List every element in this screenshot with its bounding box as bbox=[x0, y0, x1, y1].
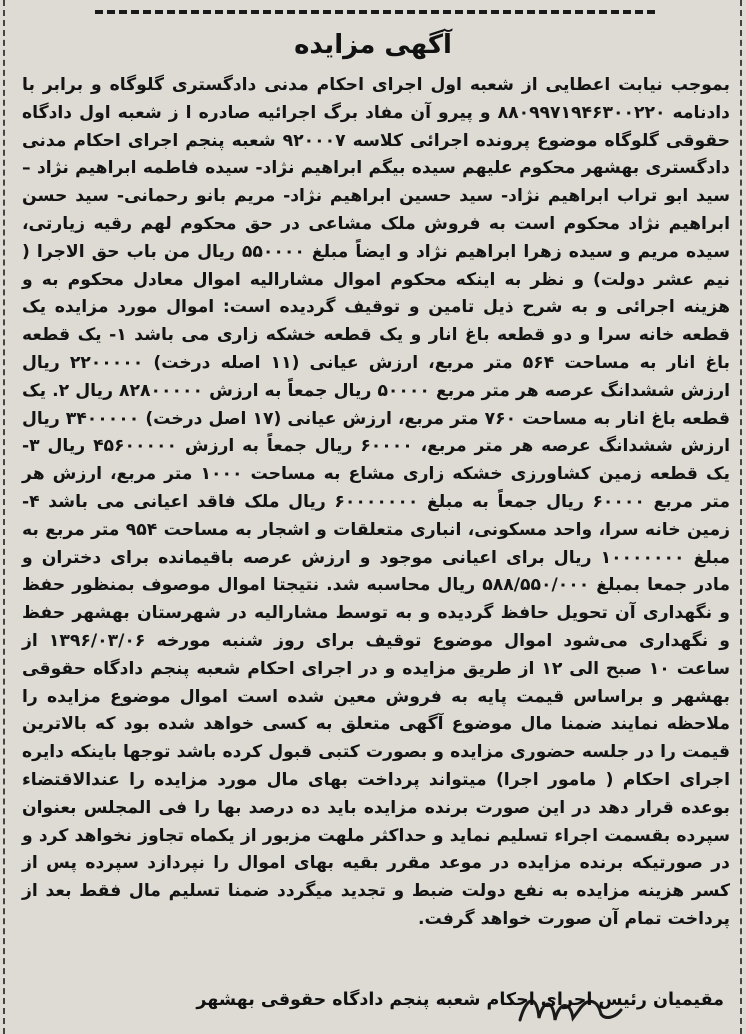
top-dashed-border bbox=[95, 10, 655, 14]
notice-body: بموجب نیابت اعطایی از شعبه اول اجرای احکام مدنی دادگستری گلوگاه و برابر با دادنامه ۸۸۰۹۹۷۱۹۴۶۳۰۰۲۲۰ و پیرو آن مفاد برگ اجرائیه صادره ا ز شعبه اول دادگاه حقوقی گلوگاه موضوع پرونده اجرائی کلاسه ۹۲۰۰۰۷ شعبه پنجم اجرای احکام مدنی دادگستری بهشهر محکوم علیهم سیده بیگم ابراهیم نژاد- سیده فاطمه ابراهیم نژاد – سید ابو تراب ابراهیم نژاد- سید حسین ابراهیم نژاد- مریم بانو رحمانی- سید حسن ابراهیم نژاد محکوم است به فروش ملک مشاعی در حق محکوم لهم رقیه زیارتی، سیده مریم و سیده زهرا ابراهیم نژاد و ایضاً مبلغ ۵۵۰۰۰۰ ریال من باب حق الاجرا ( نیم عشر دولت) و نظر به اینکه محکوم اموال مشارالیه اموال معادل محکوم به و هزینه اجرائی و به شرح ذیل تامین و توقیف گردیده است: اموال مورد مزایده یک قطعه خانه سرا و دو قطعه باغ انار و یک قطعه خشکه زاری می باشد ۱- یک قطعه باغ انار به مساحت ۵۶۴ متر مربع، ارزش عیانی (۱۱ اصله درخت) ۲۲۰۰۰۰۰ ریال ارزش ششدانگ عرصه هر متر مربع ۵۰۰۰۰ ریال جمعاً به ارزش ۸۲۸۰۰۰۰۰ ریال ۲. یک قطعه باغ انار به مساحت ۷۶۰ متر مربع، ارزش عیانی (۱۷ اصل درخت) ۳۴۰۰۰۰۰ ریال ارزش ششدانگ عرصه هر متر مربع، ۶۰۰۰۰ ریال جمعاً به ارزش ۴۵۶۰۰۰۰۰ ریال ۳- یک قطعه زمین کشاورزی خشکه زاری مشاع به مساحت ۱۰۰۰ متر مربع، ارزش هر متر مربع ۶۰۰۰۰ ریال جمعاً به مبلغ ۶۰۰۰۰۰۰۰ ریال ملک فاقد اعیانی می باشد ۴- زمین خانه سرا، واحد مسکونی، انباری متعلقات و اشجار به مساحت ۹۵۴ متر مربع به مبلغ ۱۰۰۰۰۰۰۰ ریال برای اعیانی موجود و ارزش عرصه باقیمانده برای دختران و مادر جمعا بمبلغ ۵۸۸/۵۵۰/۰۰۰ ریال محاسبه شد. نتیجتا اموال موصوف بمنظور حفظ و نگهداری آن تحویل حافظ گردیده و به توسط مشارالیه در شهرستان بهشهر حفظ و نگهداری می‌شود اموال موضوع توقیف برای روز شنبه مورخه ۱۳۹۶/۰۳/۰۶ از ساعت ۱۰ صبح الی ۱۲ از طریق مزایده و در اجرای احکام شعبه پنجم دادگاه حقوقی بهشهر و براساس قیمت پایه به فروش معین شده است اموال موضوع مزایده را ملاحظه نمایند ضمنا مال موضوع آگهی متعلق به کسی خواهد شده بود که بالاترین قیمت را در جلسه حضوری مزایده و بصورت کتبی قبول کرده باشد توجها باینکه دایره اجرای احکام ( مامور اجرا) میتواند پرداخت بهای مال مورد مزایده را عندالاقتضاء بوعده قرار دهد در این صورت برنده مزایده باید ده درصد بها را فی المجلس بعنوان سپرده بقسمت اجراء تسلیم نماید و حداکثر ملهت مزبور از یکماه تجاوز نخواهد کرد و در صورتیکه برنده مزایده در موعد مقرر بقیه بهای اموال را نپردازد سپرده پس از کسر هزینه مزایده به نفع دولت ضبط و تجدید میگردد ضمنا تسلیم مال فقط بعد از پرداخت تمام آن صورت خواهد گرفت. bbox=[22, 75, 731, 929]
signature-line: مقیمیان رئیس اجرای احکام شعبه پنجم دادگاه حقوقی بهشهر bbox=[196, 990, 724, 1010]
notice-title: آگهی مزایده bbox=[294, 30, 452, 60]
right-edge-border bbox=[740, 0, 742, 1034]
left-edge-border bbox=[3, 0, 5, 1034]
